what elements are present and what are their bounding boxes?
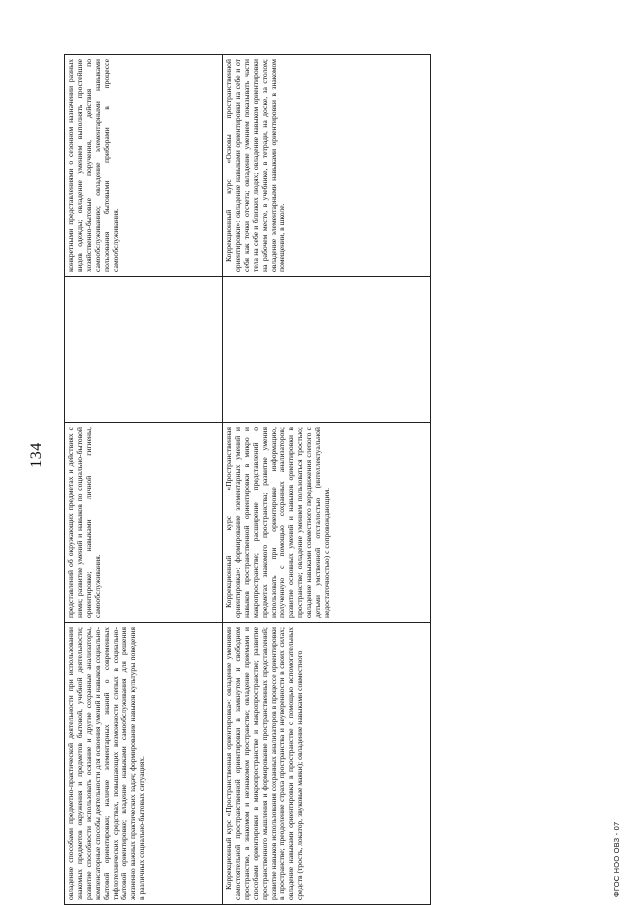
footer-code: ФГОС НОО ОВЗ - 07 <box>612 821 621 897</box>
cell-text: Коррекционный курс «Пространственная ориентировка»: формирование элементарных умений и навыков пространственной ориентировки в микро и макропространстве; расширение представлений о предметах знакомого пространства; развитие умения использовать при ориентировке информацию, полученную с помощью сохранных анализаторов; развитие основных умений и навыков ориентировки в пространстве; овладение умением пользоваться тростью; овладение навыками совместного передвижения слепого с детьми умственной отсталостью (интеллектуальной недостаточностью) с сопровождающим. <box>224 427 331 618</box>
page-number: 134 <box>28 442 45 468</box>
table-cell-outcomes <box>65 55 223 277</box>
cell-text: конкретными представлениями о сезонном назначении разных видов одежды; овладение умением выполнять простейшие хозяйственно-бытовые поручения, действия по самообслуживанию; овладение элементарными навыками пользования бытовыми приборами в процессе самообслуживания. <box>66 59 120 272</box>
cell-text: овладение способами предметно-практической деятельности при использовании знакомых предметов окружения и предметов бытовой, учебной деятельности; развитие способности использовать осязание и другие сохранные анализаторы, компенсаторные способы деятельности для освоения умений и навыков социально-бытовой ориентировки; наличие элементарных знаний о современных тифлотехнических средствах, повышающих возможности слепых в социально-бытовой ориентировке; владение навыками самообслуживания для решения жизненно важных практических задач; формирование навыков культуры поведения в различных социально-бытовых ситуациях. <box>66 627 147 900</box>
table-cell-content <box>65 423 223 623</box>
cell-text: Коррекционный курс «Основы пространственной ориентировки»: овладение навыками ориентировки на себе и от себя как точки отсчета; овладение умением показывать части тела на себе и близких людях; овладение навыком ориентировки на рабочем месте, в учебнике, в тетради, на доске, за столом; овладение элементарными навыками ориентировки в знакомом помещении, в школе. <box>224 59 287 272</box>
standards-table <box>64 54 431 905</box>
table-cell-outcomes <box>223 55 431 277</box>
table-row <box>65 55 223 905</box>
table-row <box>223 55 431 905</box>
table-cell-requirements <box>65 623 223 905</box>
table-cell-spacer <box>65 277 223 423</box>
cell-text: представлений об окружающих предметах и действиях с ними; развитие умений и навыков по социально-бытовой ориентировке; навыками личной гигиены, самообслуживания. <box>66 427 102 618</box>
table-cell-spacer <box>223 277 431 423</box>
table-cell-content <box>223 423 431 623</box>
table-cell-requirements <box>223 623 431 905</box>
cell-text: Коррекционный курс «Пространственная ориентировка»: овладение умениями самостоятельной пространственной ориентировки в замкнутом и свободном пространстве, в знакомом и незнакомом пространстве; овладение приемами и способами ориентировки в микропространстве и макропространстве; развитие пространственного мышления и формирование пространственных представлений; развитие навыков использования сохранных анализаторов в процессе ориентировки в пространстве; преодоление страха пространства и неуверенности в своих силах; овладение навыками ориентировки в пространстве с помощью вспомогательных средств (трость, локатор, звуковые маяки); овладение навыками совместного <box>224 627 305 900</box>
